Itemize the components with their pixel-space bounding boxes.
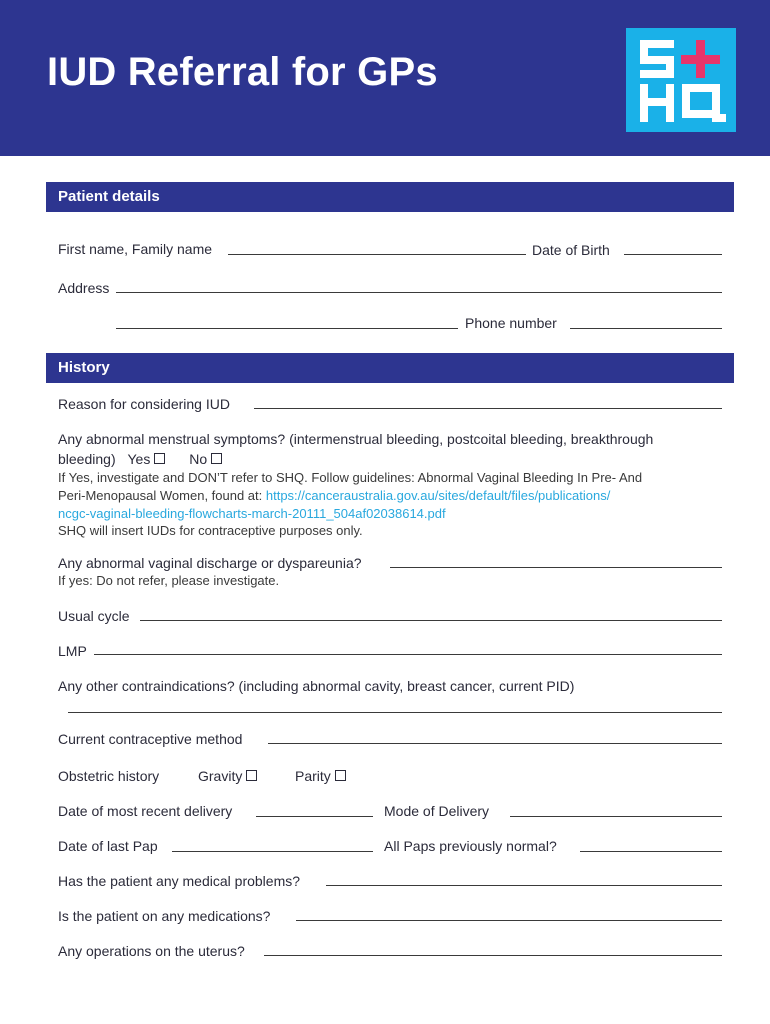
yes-checkbox[interactable] bbox=[154, 453, 165, 464]
lmp-field[interactable] bbox=[94, 654, 722, 655]
last-pap-label: Date of last Pap bbox=[58, 838, 158, 854]
paps-normal-field[interactable] bbox=[580, 851, 722, 852]
gravity-label: Gravity bbox=[198, 768, 243, 784]
recent-delivery-field[interactable] bbox=[256, 816, 373, 817]
mode-delivery-field[interactable] bbox=[510, 816, 722, 817]
lmp-label: LMP bbox=[58, 643, 87, 659]
history-heading: History bbox=[46, 353, 734, 383]
paps-normal-label: All Paps previously normal? bbox=[384, 838, 557, 854]
mode-delivery-label: Mode of Delivery bbox=[384, 803, 490, 819]
abnormal-symptoms-label-line2: bleeding) bbox=[58, 451, 116, 467]
yes-option-label: Yes bbox=[127, 451, 151, 467]
page-title: IUD Referral for GPs bbox=[47, 50, 438, 94]
parity-label-wrap bbox=[295, 768, 346, 784]
gravity-label-wrap bbox=[198, 768, 257, 784]
no-option-label: No bbox=[189, 451, 208, 467]
contraindications-label: Any other contraindications? (including abnormal cavity, breast cancer, current PID) bbox=[58, 678, 575, 694]
no-checkbox[interactable] bbox=[211, 453, 222, 464]
parity-label: Parity bbox=[295, 768, 331, 784]
medical-problems-label: Has the patient any medical problems? bbox=[58, 873, 301, 889]
medical-problems-field[interactable] bbox=[326, 885, 722, 886]
gravity-checkbox[interactable] bbox=[246, 770, 257, 781]
recent-delivery-label: Date of most recent delivery bbox=[58, 803, 233, 819]
operations-field[interactable] bbox=[264, 955, 722, 956]
dob-label: Date of Birth bbox=[532, 242, 610, 258]
shq-logo bbox=[626, 28, 736, 132]
address-field-line2[interactable] bbox=[116, 328, 458, 329]
abnormal-symptoms-label-cont bbox=[58, 451, 222, 467]
obstetric-history-label: Obstetric history bbox=[58, 768, 160, 784]
discharge-field[interactable] bbox=[390, 567, 722, 568]
symptoms-note-line4: SHQ will insert IUDs for contraceptive purposes only. bbox=[58, 523, 363, 538]
guidelines-link-cont[interactable]: ncgc-vaginal-bleeding-flowcharts-march-20111_504af02038614.pdf bbox=[58, 506, 446, 521]
abnormal-symptoms-label: Any abnormal menstrual symptoms? (intermenstrual bleeding, postcoital bleeding, breakthrough bbox=[58, 431, 654, 447]
medications-label: Is the patient on any medications? bbox=[58, 908, 271, 924]
reason-label: Reason for considering IUD bbox=[58, 396, 230, 412]
phone-label: Phone number bbox=[465, 315, 557, 331]
current-method-label: Current contraceptive method bbox=[58, 731, 243, 747]
current-method-field[interactable] bbox=[268, 743, 722, 744]
dob-field[interactable] bbox=[624, 254, 722, 255]
usual-cycle-field[interactable] bbox=[140, 620, 722, 621]
usual-cycle-label: Usual cycle bbox=[58, 608, 130, 624]
last-pap-field[interactable] bbox=[172, 851, 373, 852]
parity-checkbox[interactable] bbox=[335, 770, 346, 781]
note-prefix: Peri-Menopausal Women, found at: bbox=[58, 488, 266, 503]
shq-logo-mark bbox=[626, 28, 736, 132]
discharge-note: If yes: Do not refer, please investigate. bbox=[58, 573, 280, 588]
address-field[interactable] bbox=[116, 292, 722, 293]
operations-label: Any operations on the uterus? bbox=[58, 943, 245, 959]
symptoms-note-line1: If Yes, investigate and DON’T refer to SHQ. Follow guidelines: Abnormal Vaginal Bleeding In Pre- And bbox=[58, 470, 643, 485]
guidelines-link[interactable]: https://canceraustralia.gov.au/sites/default/files/publications/ bbox=[265, 488, 611, 503]
contraindications-field[interactable] bbox=[68, 712, 722, 713]
header-band bbox=[0, 0, 770, 156]
discharge-label: Any abnormal vaginal discharge or dyspareunia? bbox=[58, 555, 362, 571]
name-label: First name, Family name bbox=[58, 241, 213, 257]
symptoms-note-line2 bbox=[58, 487, 610, 505]
reason-field[interactable] bbox=[254, 408, 722, 409]
address-label: Address bbox=[58, 280, 110, 296]
name-field[interactable] bbox=[228, 254, 526, 255]
medications-field[interactable] bbox=[296, 920, 722, 921]
patient-details-heading: Patient details bbox=[46, 182, 734, 212]
phone-field[interactable] bbox=[570, 328, 722, 329]
